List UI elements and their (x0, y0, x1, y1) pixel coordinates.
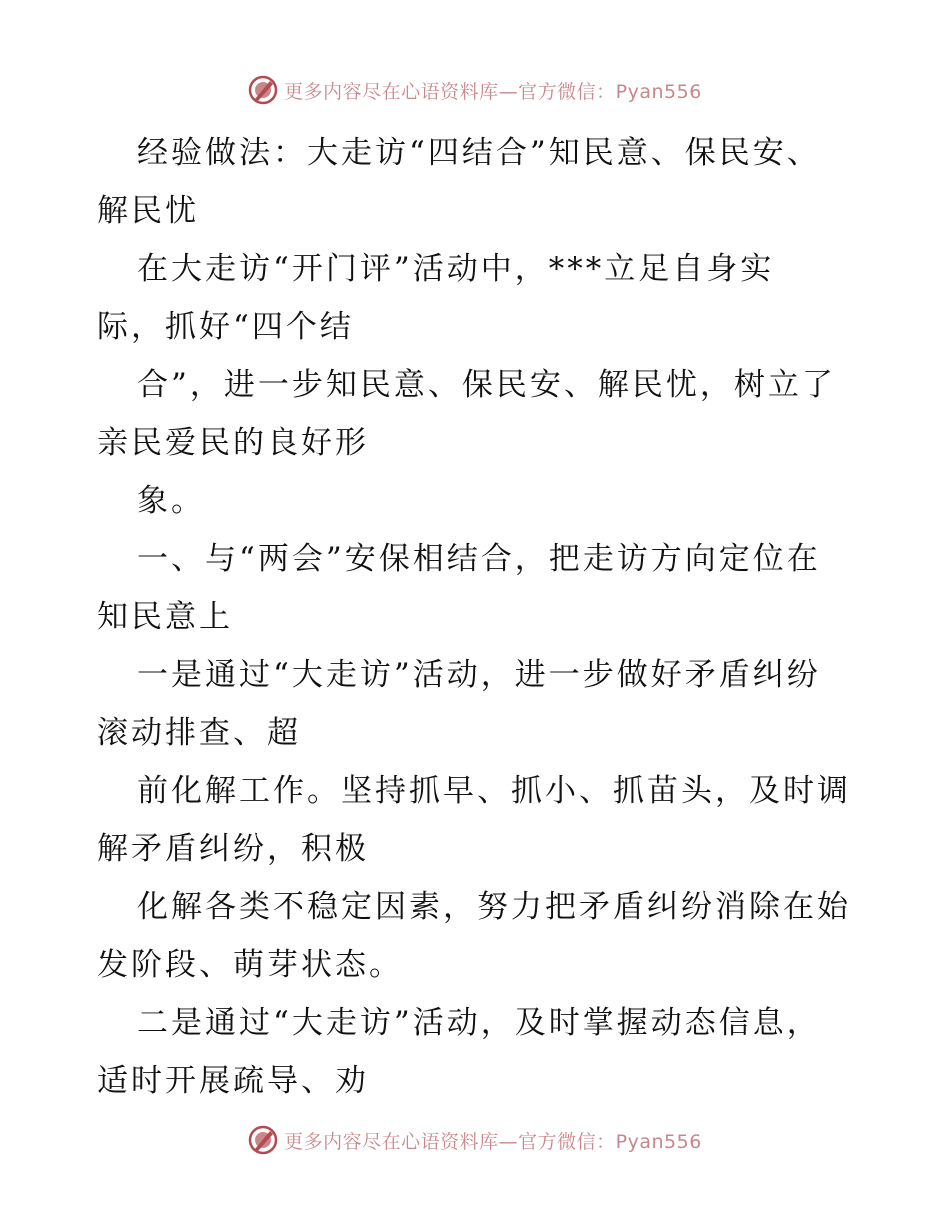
text-line: 在大走访“开门评”活动中，***立足自身实 (137, 251, 775, 287)
pen-logo-icon (248, 1125, 278, 1155)
text-line: 解矛盾纠纷，积极 (97, 831, 369, 867)
text-line: 合”，进一步知民意、保民安、解民忧，树立了 (137, 367, 836, 403)
text-line: 前化解工作。坚持抓早、抓小、抓苗头，及时调 (137, 773, 851, 809)
text-line: 滚动排查、超 (97, 715, 301, 751)
text-line: 一、与“两会”安保相结合，把走访方向定位在 (137, 541, 821, 577)
header-watermark-text: 更多内容尽在心语资料库—官方微信：Pyan556 (284, 80, 702, 103)
text-line: 知民意上 (97, 599, 233, 635)
footer-watermark-text: 更多内容尽在心语资料库—官方微信：Pyan556 (284, 1130, 702, 1153)
text-line: 象。 (137, 483, 205, 519)
pen-logo-icon (248, 75, 278, 105)
text-line: 化解各类不稳定因素，努力把矛盾纠纷消除在始 (137, 889, 851, 925)
text-line: 经验做法：大走访“四结合”知民意、保民安、 (137, 135, 821, 171)
text-line: 二是通过“大走访”活动，及时掌握动态信息， (137, 1005, 821, 1041)
document-body (97, 124, 857, 1110)
footer-watermark (0, 1120, 950, 1160)
text-line: 适时开展疏导、劝 (97, 1063, 369, 1099)
text-line: 亲民爱民的良好形 (97, 425, 369, 461)
text-line: 一是通过“大走访”活动，进一步做好矛盾纠纷 (137, 657, 821, 693)
header-watermark (0, 70, 950, 110)
text-line: 发阶段、萌芽状态。 (97, 947, 403, 983)
text-line: 解民忧 (97, 193, 199, 229)
text-line: 际，抓好“四个结 (97, 309, 354, 345)
